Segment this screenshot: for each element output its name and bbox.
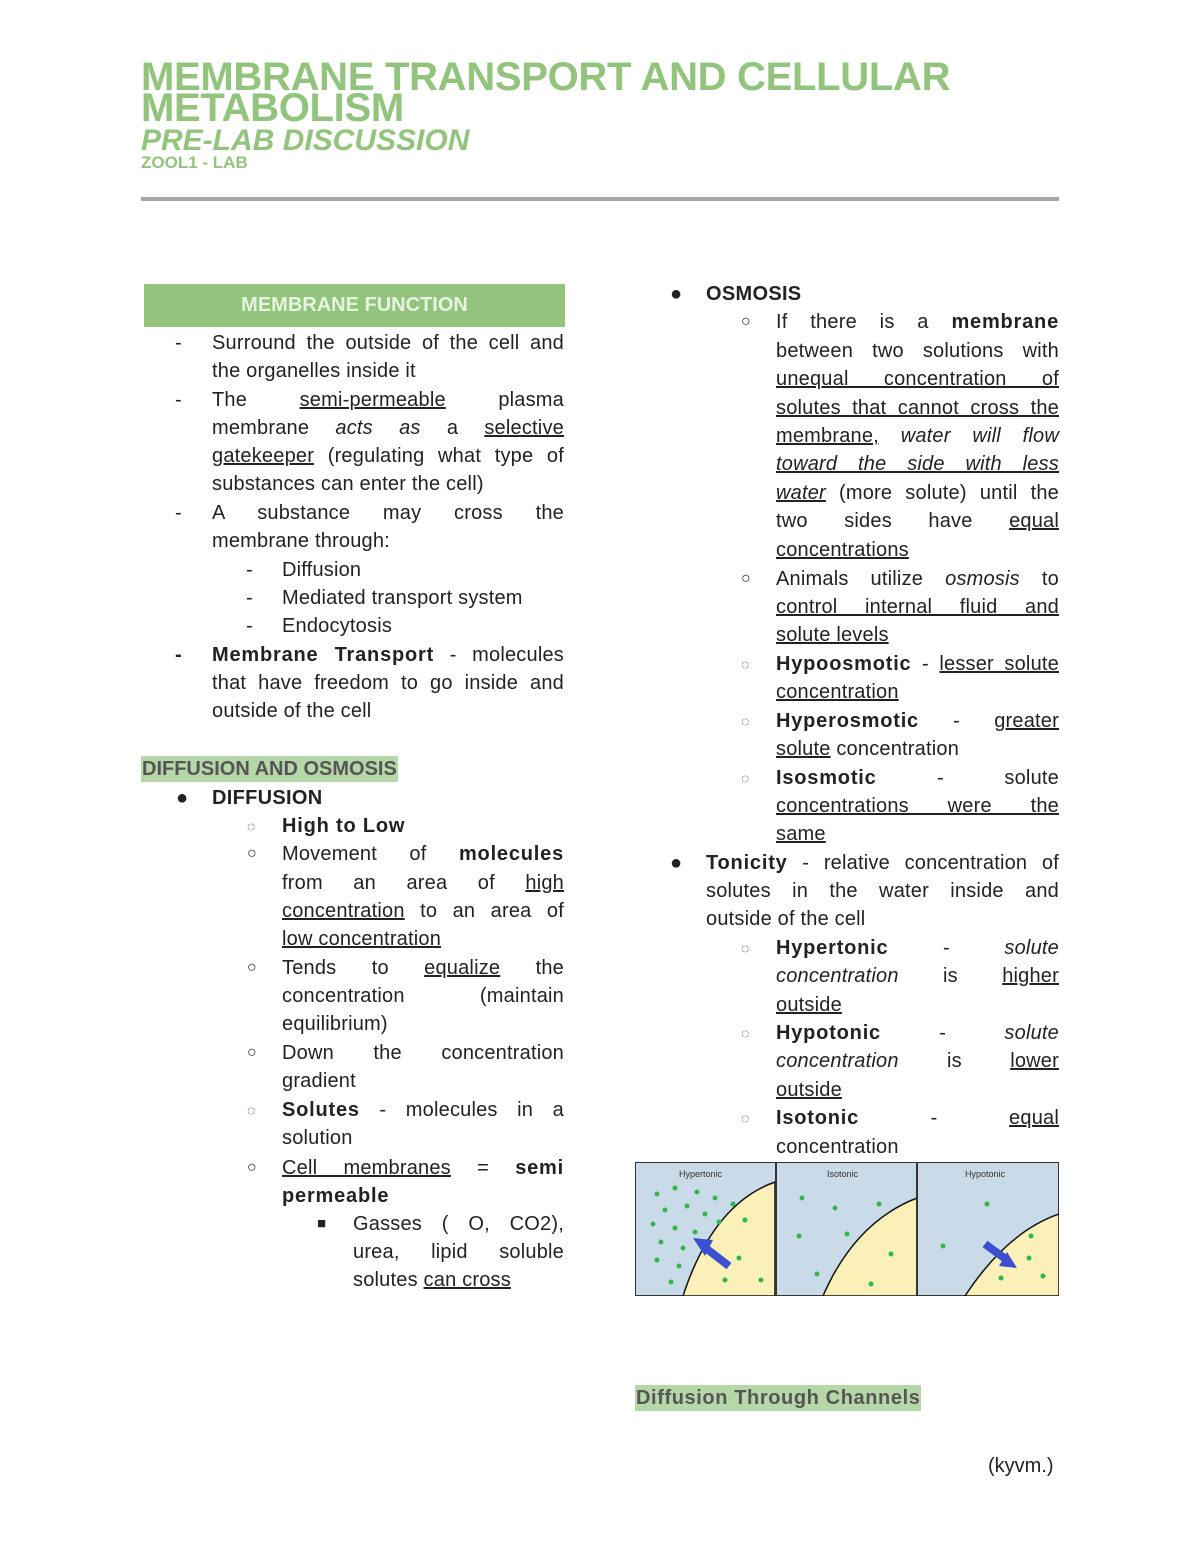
text-line: concentration is lower xyxy=(776,1050,1059,1072)
tonicity-diagram xyxy=(635,1162,1059,1296)
document-subtitle: PRE-LAB DISCUSSION xyxy=(141,124,470,157)
text-line: solutes can cross xyxy=(353,1269,511,1291)
text-line: solute levels xyxy=(776,624,889,646)
text-line: Down the concentration xyxy=(282,1042,564,1064)
text-line: control internal fluid and xyxy=(776,596,1059,618)
text-line: concentration xyxy=(776,1136,899,1158)
text-line: outside xyxy=(776,994,842,1016)
dash-bullet: - xyxy=(246,587,253,609)
text-line: low concentration xyxy=(282,928,442,950)
text-line: membrane acts as a selective xyxy=(212,417,564,439)
hollow-circle-bullet-icon: ○ xyxy=(247,959,257,976)
header-divider xyxy=(141,197,1059,201)
square-bullet-icon: ■ xyxy=(317,1215,327,1232)
dotted-circle-bullet-icon: ◌ xyxy=(741,940,750,956)
text-line: permeable xyxy=(282,1185,390,1207)
text-line: membrane through: xyxy=(212,530,390,552)
text-line: substances can enter the cell) xyxy=(212,473,484,495)
section-membrane-function: MEMBRANE FUNCTION xyxy=(144,284,565,327)
filled-circle-bullet-icon: ● xyxy=(176,787,189,809)
dotted-circle-bullet-icon: ◌ xyxy=(741,1025,750,1041)
text-line: Tends to equalize the xyxy=(282,957,564,979)
text-line: outside of the cell xyxy=(212,700,372,722)
text-line: Gasses ( O, CO2), xyxy=(353,1213,564,1235)
panel-label-hypertonic: Hypertonic xyxy=(679,1169,723,1179)
dash-bullet: - xyxy=(175,332,182,354)
text-line: two sides have equal xyxy=(776,510,1059,532)
text-line: concentration to an area of xyxy=(282,900,564,922)
dotted-circle-bullet-icon: ◌ xyxy=(741,770,750,786)
dash-bullet: - xyxy=(175,389,182,411)
diffusion-heading: DIFFUSION xyxy=(212,787,323,809)
text-line: Animals utilize osmosis to xyxy=(776,568,1059,590)
text-line: Tonicity - relative concentration of xyxy=(706,852,1059,874)
dash-bullet: - xyxy=(175,644,182,666)
text-line: gatekeeper (regulating what type of xyxy=(212,445,564,467)
text-line: Hypotonic - solute xyxy=(776,1022,1059,1044)
filled-circle-bullet-icon: ● xyxy=(670,283,683,305)
list-item: High to Low xyxy=(282,815,406,837)
text-line: Membrane Transport - molecules xyxy=(212,644,564,666)
text-line: solutes that cannot cross the xyxy=(776,397,1059,419)
text-line: concentrations were the xyxy=(776,795,1059,817)
text-line: Isosmotic - solute xyxy=(776,767,1059,789)
text-line: concentrations xyxy=(776,539,909,561)
hollow-circle-bullet-icon: ○ xyxy=(247,845,257,862)
dash-bullet: - xyxy=(246,615,253,637)
section-diffusion-osmosis: DIFFUSION AND OSMOSIS xyxy=(142,758,397,780)
hollow-circle-bullet-icon: ○ xyxy=(247,1159,257,1176)
dotted-circle-bullet-icon: ◌ xyxy=(247,818,256,834)
panel-label-hypotonic: Hypotonic xyxy=(965,1169,1006,1179)
text-line: toward the side with less xyxy=(776,453,1059,475)
text-line: water (more solute) until the xyxy=(776,482,1059,504)
text-line: outside of the cell xyxy=(706,908,866,930)
list-item: Mediated transport system xyxy=(282,587,523,609)
osmosis-heading: OSMOSIS xyxy=(706,283,802,305)
text-line: solutes in the water inside and xyxy=(706,880,1059,902)
text-line: unequal concentration of xyxy=(776,368,1059,390)
text-line: same xyxy=(776,823,826,845)
text-line: Hypertonic - solute xyxy=(776,937,1059,959)
text-line: that have freedom to go inside and xyxy=(212,672,564,694)
text-line: gradient xyxy=(282,1070,356,1092)
text-line: Solutes - molecules in a xyxy=(282,1099,564,1121)
text-line: Hypoosmotic - lesser solute xyxy=(776,653,1059,675)
dotted-circle-bullet-icon: ◌ xyxy=(741,1110,750,1126)
course-label: ZOOL1 - LAB xyxy=(141,153,248,172)
text-line: solute concentration xyxy=(776,738,960,760)
hollow-circle-bullet-icon: ○ xyxy=(741,313,751,330)
dotted-circle-bullet-icon: ◌ xyxy=(741,713,750,729)
text-line: membrane, water will flow xyxy=(776,425,1059,447)
text-line: concentration xyxy=(776,681,899,703)
hollow-circle-bullet-icon: ○ xyxy=(247,1044,257,1061)
text-line: concentration (maintain xyxy=(282,985,564,1007)
text-line: concentration is higher xyxy=(776,965,1059,987)
text-line: urea, lipid soluble xyxy=(353,1241,564,1263)
list-item: Endocytosis xyxy=(282,615,393,637)
dash-bullet: - xyxy=(246,559,253,581)
text-line: Surround the outside of the cell and xyxy=(212,332,564,354)
text-line: The semi-permeable plasma xyxy=(212,389,564,411)
list-item: Diffusion xyxy=(282,559,362,581)
text-line: If there is a membrane xyxy=(776,311,1059,333)
section-diffusion-channels: Diffusion Through Channels xyxy=(636,1387,921,1409)
text-line: between two solutions with xyxy=(776,340,1059,362)
text-line: outside xyxy=(776,1079,842,1101)
text-line: Isotonic - equal xyxy=(776,1107,1059,1129)
hollow-circle-bullet-icon: ○ xyxy=(741,570,751,587)
text-line: the organelles inside it xyxy=(212,360,416,382)
text-line: Movement of molecules xyxy=(282,843,564,865)
text-line: equilibrium) xyxy=(282,1013,388,1035)
text-line: solution xyxy=(282,1127,353,1149)
dotted-circle-bullet-icon: ◌ xyxy=(741,656,750,672)
author-credit: (kyvm.) xyxy=(988,1455,1054,1477)
text-line: from an area of high xyxy=(282,872,565,894)
text-line: A substance may cross the xyxy=(212,502,564,524)
panel-label-isotonic: Isotonic xyxy=(827,1169,859,1179)
text-line: Hyperosmotic - greater xyxy=(776,710,1059,732)
dotted-circle-bullet-icon: ◌ xyxy=(247,1102,256,1118)
dash-bullet: - xyxy=(175,502,182,524)
filled-circle-bullet-icon: ● xyxy=(670,852,683,874)
document-title: MEMBRANE TRANSPORT AND CELLULAR METABOLISM xyxy=(141,55,951,130)
text-line: Cell membranes = semi xyxy=(282,1157,564,1179)
